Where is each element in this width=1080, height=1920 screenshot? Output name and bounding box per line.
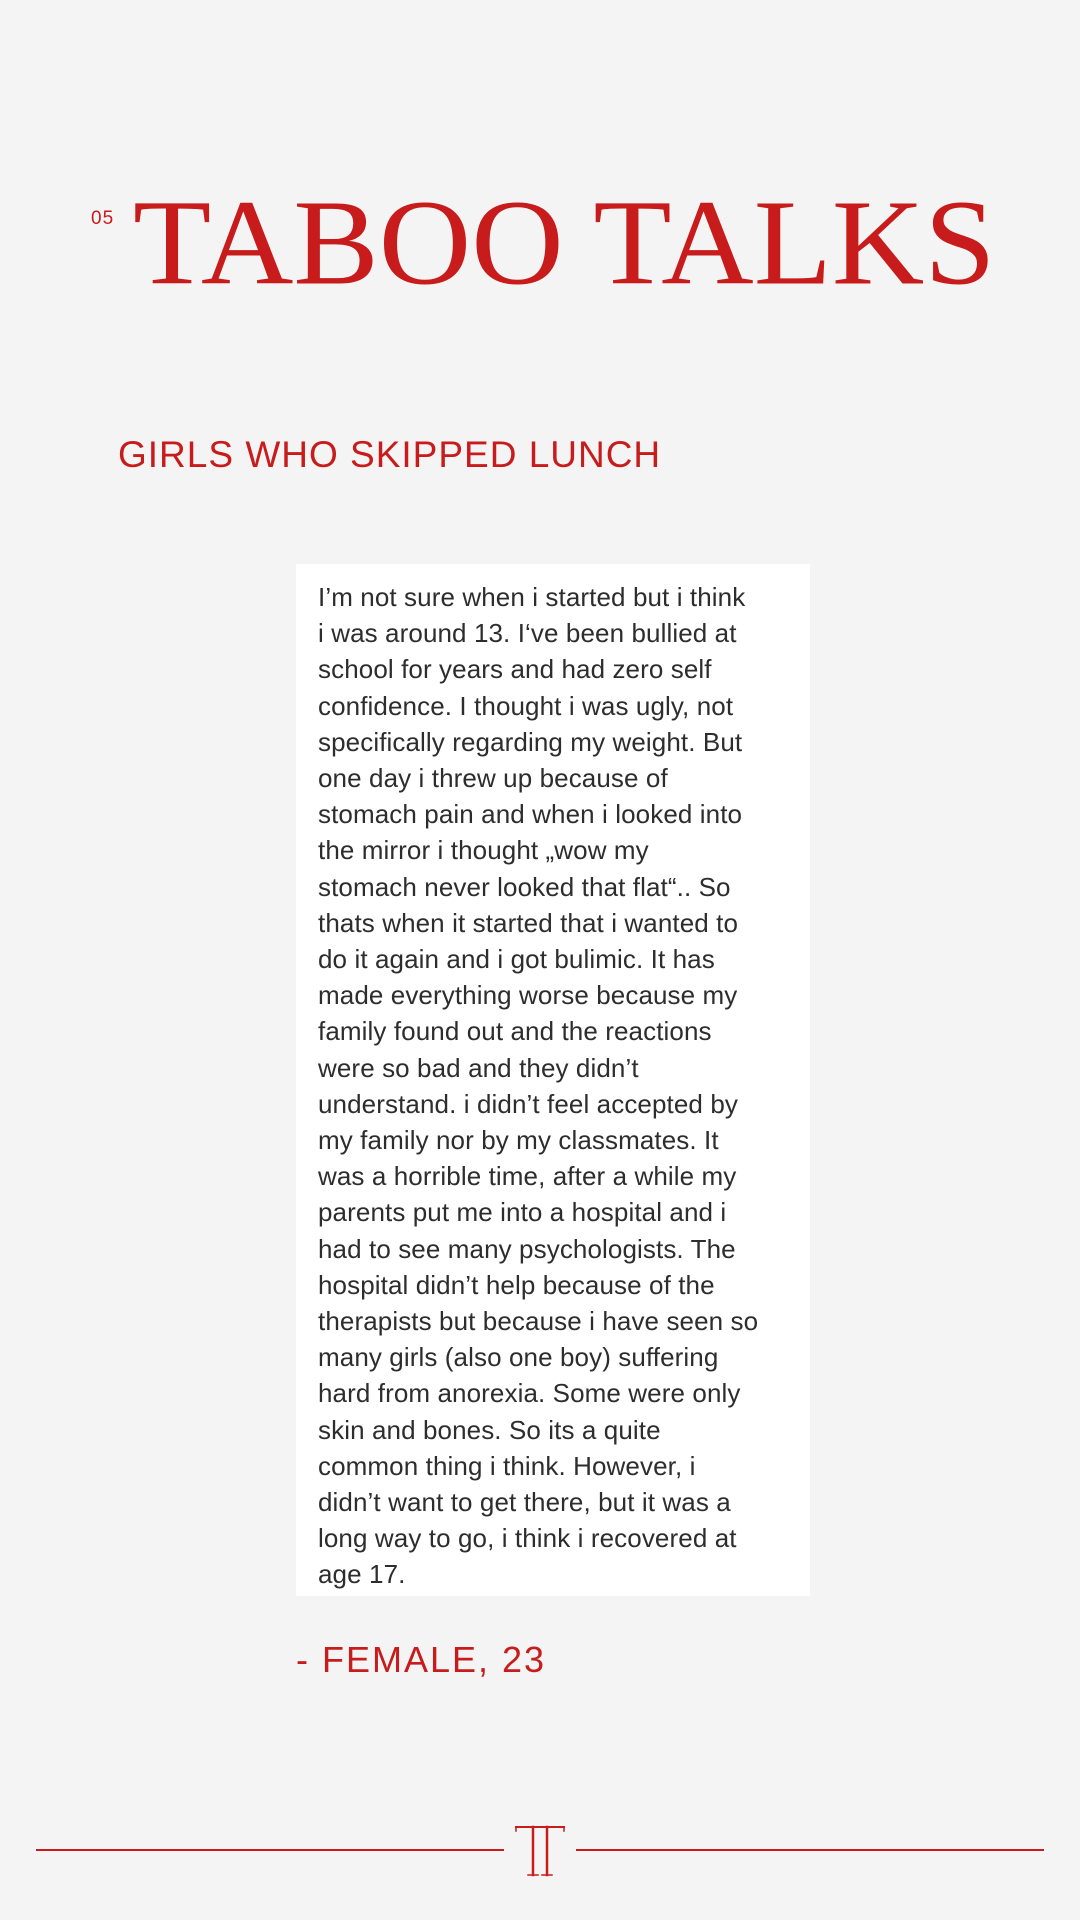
quote-card bbox=[296, 564, 810, 1596]
quote-text: I’m not sure when i started but i think i was around 13. I‘ve been bullied at school for years and had zero self confidence. I thought i was ugly, not specifically regarding my weight. But one day i threw up because of stomach pain and when i looked into the mirror i thought „wow my stomach never looked that flat“.. So thats when it started that i wanted to do it again and i got bulimic. It has made everything worse because my family found out and the reactions were so bad and they didn’t understand. i didn’t feel accepted by my family nor by my classmates. It was a horrible time, after a while my parents put me into a hospital and i had to see many psychologists. The hospital didn’t help because of the therapists but because i have seen so many girls (also one boy) suffering hard from anorexia. Some were only skin and bones. So its a quite common thing i think. However, i didn’t want to get there, but it was a long way to go, i think i recovered at age 17. bbox=[318, 582, 759, 1590]
footer-divider-right bbox=[576, 1849, 1044, 1851]
brand-title: TABOO TALKS bbox=[133, 175, 996, 311]
footer-divider-left bbox=[36, 1849, 504, 1851]
issue-number: 05 bbox=[91, 208, 115, 229]
section-title: GIRLS WHO SKIPPED LUNCH bbox=[118, 434, 662, 475]
tt-monogram-icon bbox=[511, 1822, 569, 1880]
quote-attribution: - FEMALE, 23 bbox=[296, 1639, 547, 1680]
